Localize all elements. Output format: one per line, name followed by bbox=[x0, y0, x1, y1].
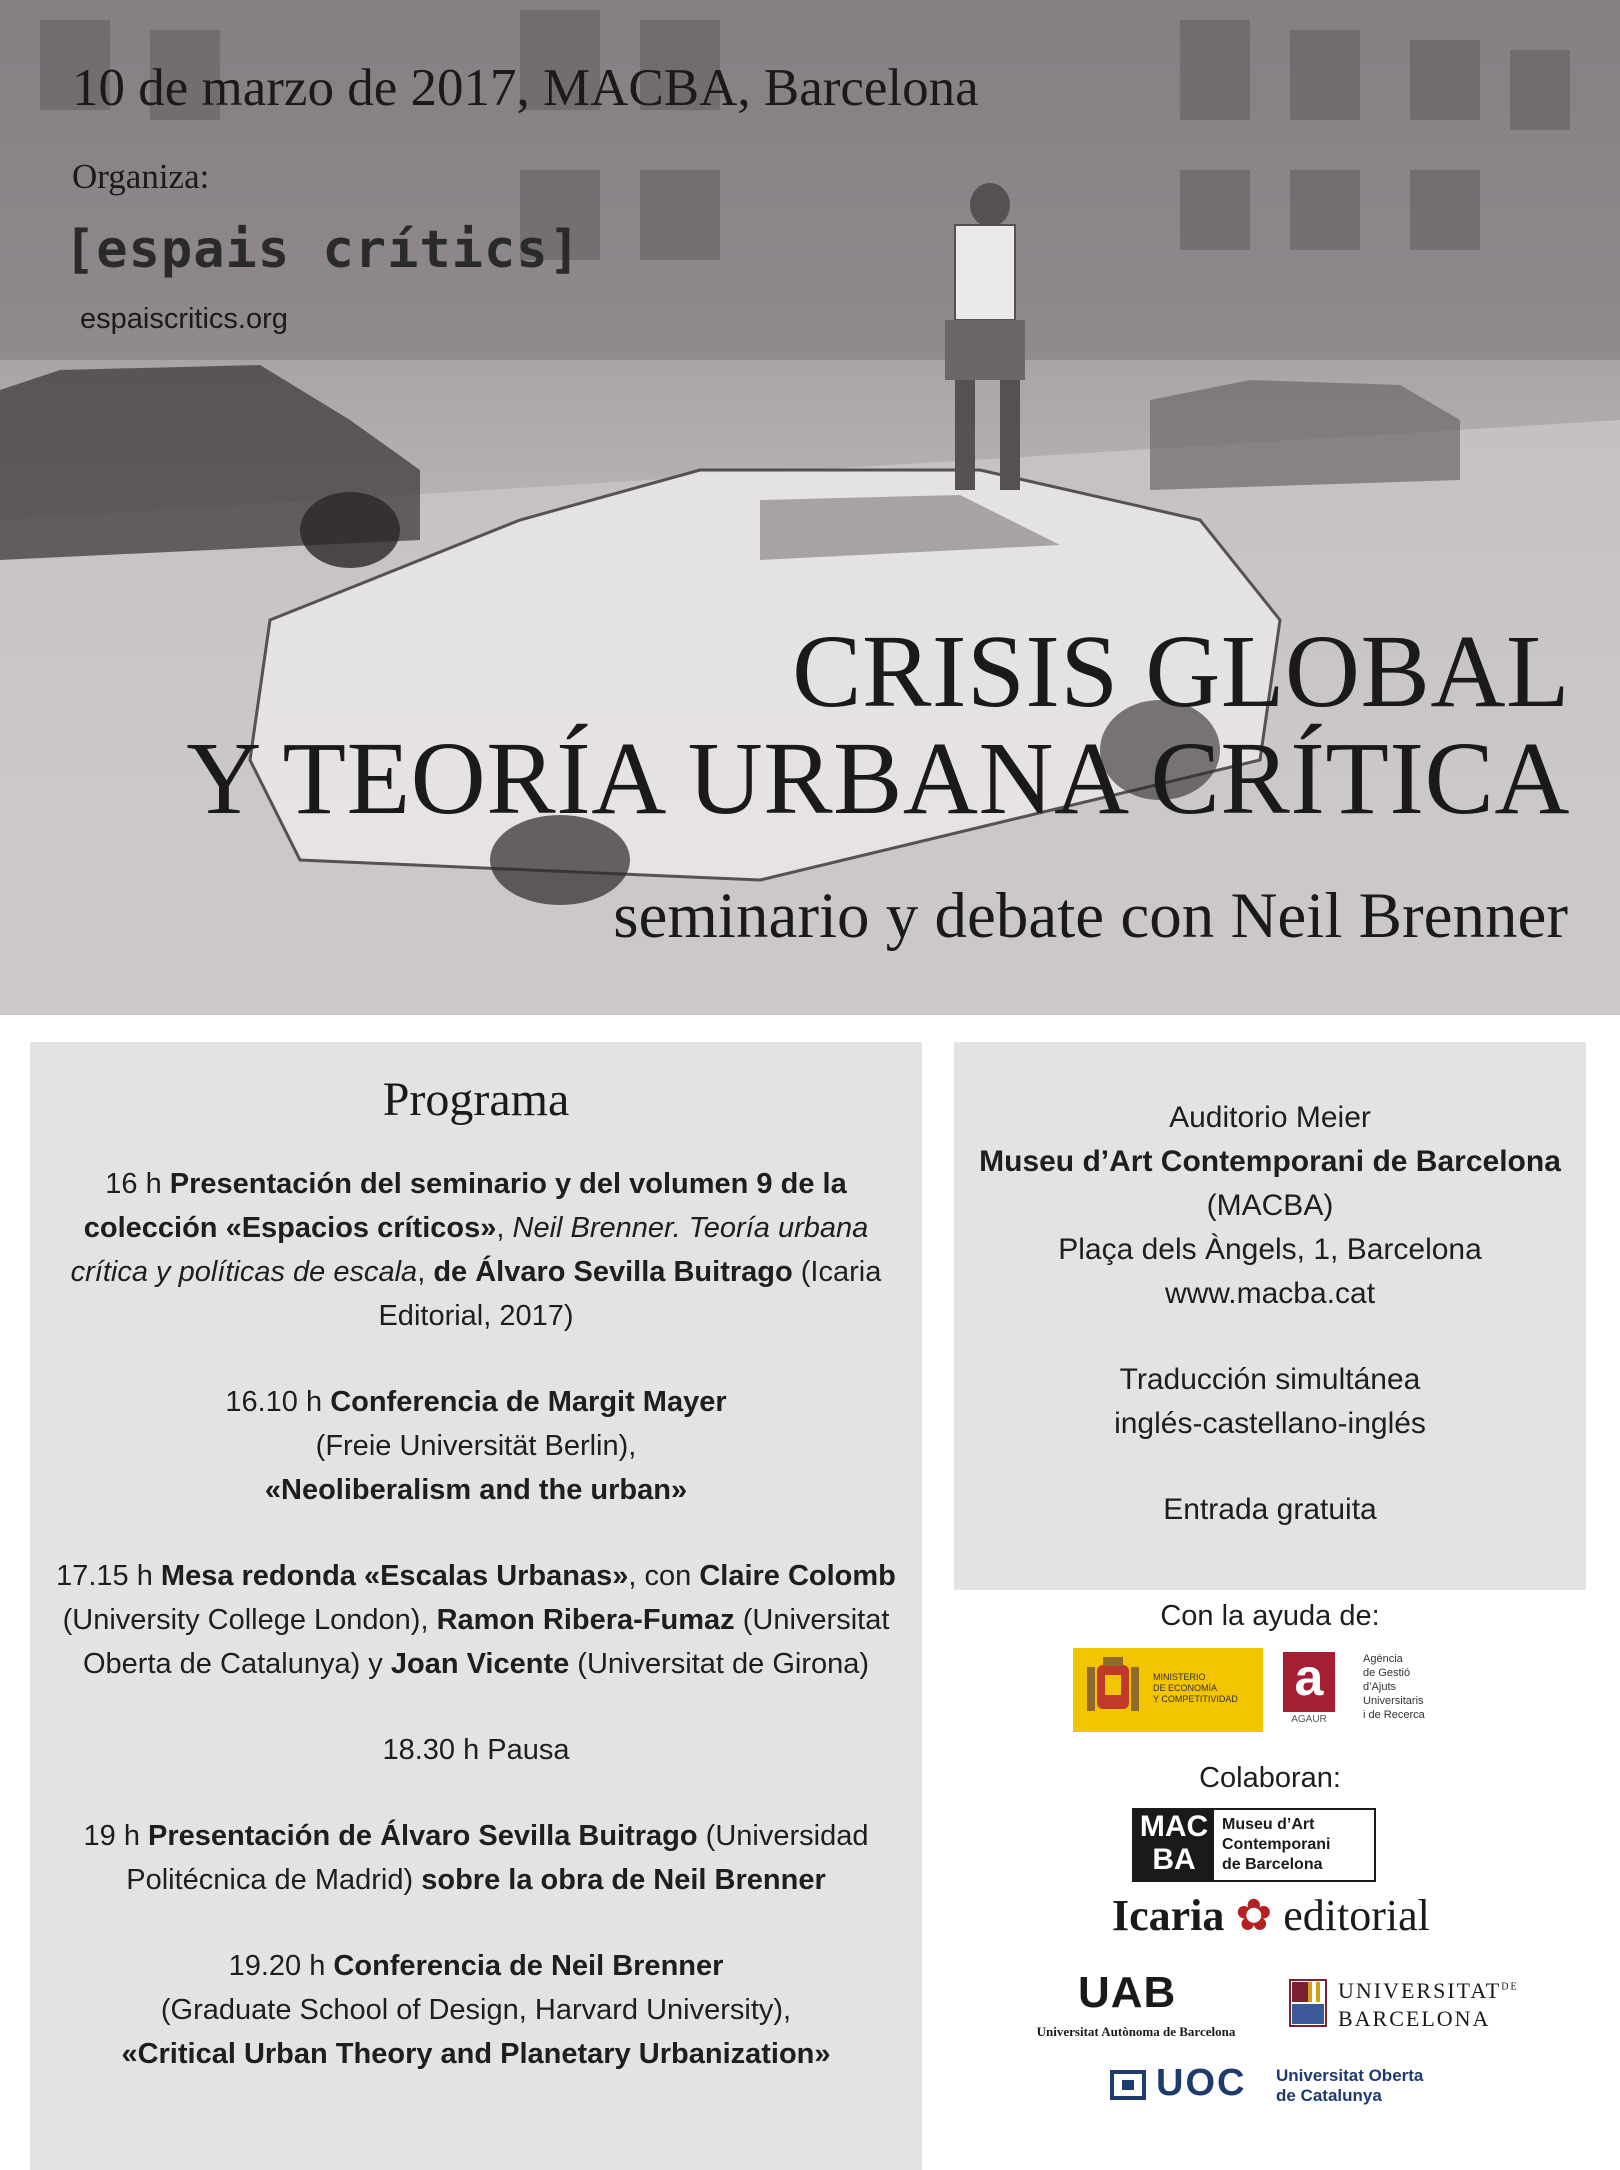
item-affiliation: (Universitat Oberta de Catalunya) y bbox=[82, 1604, 890, 1680]
item-affiliation: (Universitat de Girona) bbox=[569, 1648, 870, 1680]
program-panel bbox=[30, 1042, 922, 2170]
program-heading: Programa bbox=[382, 1073, 570, 1126]
uab-logo bbox=[1016, 1968, 1256, 2048]
item-title: Presentación de Álvaro Sevilla Buitrago bbox=[148, 1820, 698, 1852]
item-affiliation: (University College London), bbox=[62, 1604, 437, 1636]
item-speaker: Ramon Ribera-Fumaz bbox=[436, 1604, 735, 1636]
editorial-word: editorial bbox=[1283, 1891, 1430, 1940]
translation-line-1: Traducción simultánea bbox=[1119, 1363, 1421, 1396]
item-author: de Álvaro Sevilla Buitrago bbox=[433, 1256, 793, 1288]
program-item bbox=[50, 1554, 902, 1686]
organizer-label: Organiza: bbox=[72, 157, 210, 196]
uab-name: Universitat Autònoma de Barcelona bbox=[1036, 2024, 1236, 2039]
agaur-text: Agència de Gestió d’Ajuts Universitaris i de Recerca bbox=[1363, 1653, 1425, 1721]
venue-abbr: (MACBA) bbox=[1206, 1189, 1334, 1222]
item-title: Conferencia de Margit Mayer bbox=[330, 1386, 727, 1418]
agaur-a-icon: a bbox=[1283, 1652, 1335, 1712]
item-speaker: Claire Colomb bbox=[699, 1560, 896, 1592]
item-topic: sobre la obra de Neil Brenner bbox=[421, 1864, 826, 1896]
program-item bbox=[50, 1944, 902, 2076]
item-book-title: Neil Brenner. Teoría urbana crítica y políticas de escala bbox=[70, 1212, 869, 1288]
venue-hall: Auditorio Meier bbox=[1169, 1101, 1371, 1134]
support-label: Con la ayuda de: bbox=[1160, 1600, 1380, 1632]
macba-logo bbox=[1132, 1808, 1376, 1882]
item-time: 17.15 h bbox=[56, 1560, 161, 1592]
program-item bbox=[50, 1728, 902, 1772]
uoc-logo bbox=[1110, 2062, 1470, 2112]
venue-website-link[interactable]: www.macba.cat bbox=[1164, 1277, 1376, 1310]
espais-criticos-logo: [espais crítics] bbox=[64, 220, 581, 280]
collab-label: Colaboran: bbox=[1199, 1762, 1341, 1794]
item-publisher: (Icaria Editorial, 2017) bbox=[378, 1256, 882, 1332]
event-date-line: 10 de marzo de 2017, MACBA, Barcelona bbox=[72, 59, 979, 117]
ub-logo bbox=[1288, 1974, 1538, 2038]
program-item bbox=[50, 1162, 902, 1338]
translation-line-2: inglés-castellano-inglés bbox=[1114, 1407, 1426, 1440]
item-title: Conferencia de Neil Brenner bbox=[333, 1950, 724, 1982]
ministerio-text: MINISTERIO DE ECONOMÍA Y COMPETITIVIDAD bbox=[1153, 1672, 1238, 1704]
uoc-text: UOC bbox=[1156, 2062, 1247, 2104]
item-text: , bbox=[417, 1256, 434, 1288]
item-text: , con bbox=[628, 1560, 700, 1592]
item-text: , bbox=[496, 1212, 513, 1244]
uoc-mark-icon bbox=[1110, 2070, 1146, 2100]
uoc-name: Universitat Oberta de Catalunya bbox=[1276, 2066, 1424, 2105]
poster-title bbox=[70, 614, 1570, 836]
hero-photo bbox=[0, 0, 1620, 1015]
icaria-word: Icaria bbox=[1112, 1891, 1225, 1940]
icaria-flower-icon: ✿ bbox=[1235, 1891, 1273, 1940]
macba-mark: MAC BA bbox=[1134, 1810, 1214, 1880]
street-scene-illustration bbox=[0, 0, 1620, 1015]
item-time: 19 h bbox=[83, 1820, 149, 1852]
item-title: Mesa redonda «Escalas Urbanas» bbox=[160, 1560, 629, 1592]
item-talk-title: «Critical Urban Theory and Planetary Urbanization» bbox=[121, 2038, 831, 2070]
item-affiliation: (Graduate School of Design, Harvard University), bbox=[160, 1994, 792, 2026]
spain-coat-of-arms-icon bbox=[1083, 1655, 1143, 1725]
item-title: Presentación del seminario y del volumen 9 de la colección «Espacios críticos» bbox=[83, 1168, 847, 1244]
uab-mark: UAB bbox=[1078, 1968, 1177, 2017]
poster-subtitle: seminario y debate con Neil Brenner bbox=[613, 880, 1568, 952]
item-time: 16 h bbox=[105, 1168, 170, 1200]
item-time: 16.10 h bbox=[225, 1386, 331, 1418]
item-talk-title: «Neoliberalism and the urban» bbox=[264, 1474, 688, 1506]
icaria-editorial-logo bbox=[1112, 1890, 1452, 1950]
program-item bbox=[50, 1380, 902, 1512]
item-affiliation: (Universidad Politécnica de Madrid) bbox=[126, 1820, 869, 1896]
ministerio-logo bbox=[1073, 1648, 1263, 1732]
title-line-1: CRISIS GLOBAL bbox=[792, 614, 1570, 729]
venue-details bbox=[954, 1096, 1586, 1532]
venue-panel bbox=[954, 1042, 1586, 1590]
program-item bbox=[50, 1814, 902, 1902]
entry-info: Entrada gratuita bbox=[1163, 1493, 1377, 1526]
item-break: 18.30 h Pausa bbox=[382, 1734, 570, 1766]
organizer-url[interactable]: espaiscritics.org bbox=[80, 303, 288, 335]
item-time: 19.20 h bbox=[228, 1950, 334, 1982]
venue-museum: Museu d’Art Contemporani de Barcelona bbox=[979, 1145, 1561, 1178]
program-list bbox=[50, 1162, 902, 2118]
venue-address: Plaça dels Àngels, 1, Barcelona bbox=[1058, 1233, 1482, 1266]
title-line-2: Y TEORÍA URBANA CRÍTICA bbox=[186, 721, 1570, 836]
item-speaker: Joan Vicente bbox=[390, 1648, 570, 1680]
agaur-logo bbox=[1283, 1649, 1453, 1734]
ub-shield-icon bbox=[1288, 1978, 1328, 2030]
agaur-short: AGAUR bbox=[1291, 1714, 1327, 1725]
ub-text: $UNIVERSITAT^{DE}$ BARCELONA bbox=[1338, 1978, 1519, 2031]
macba-name: Museu d’Art Contemporani de Barcelona bbox=[1222, 1816, 1331, 1873]
item-affiliation: (Freie Universität Berlin), bbox=[315, 1430, 637, 1462]
